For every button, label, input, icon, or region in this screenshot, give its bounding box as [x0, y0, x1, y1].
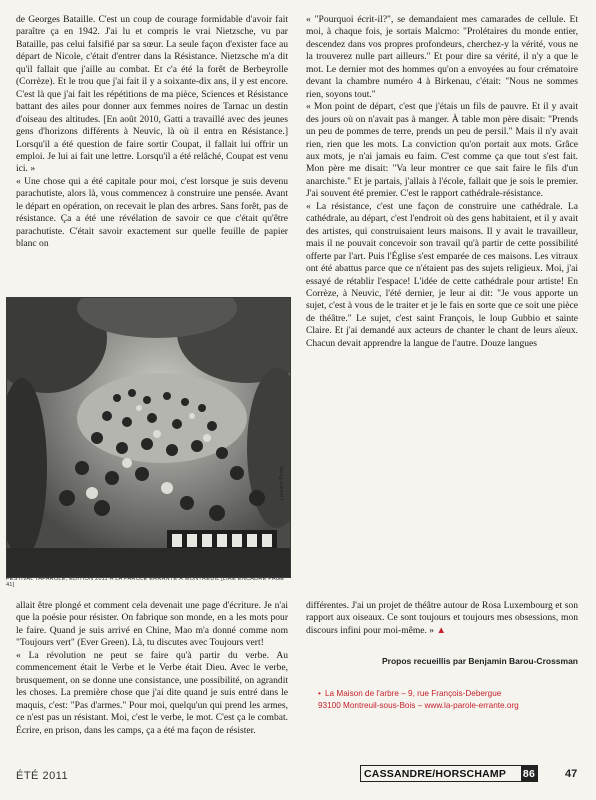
paragraph: « La résistance, c'est une façon de construire une cathédrale. La cathédrale, au départ, c'est l'endroit où des gens habitaient, et il y avait des artistes, qui construisaient leurs maisons. Il y avait le travailleur, mais il ne pouvait concevoir son travail qu'à partir de cette possibilité offerte par l'art. Puis l'Église s'est emparée de ces maisons. Les vitraux ont été abattus parce que ce n'étaient pas des sujets religieux. Moi, j'ai essayé de rétablir l'espace! L'idée de cette cathédrale pour artiste! En Corrèze, à Neuvic, l'été dernier, je leur ai dit: "Je vous apporte un sujet, c'est à vous de le traiter et je le fais en sorte que ce soit une pièce de théâtre." Le sujet, c'est saint François, le loup Gubbio et sainte Claire. Et j'ai demandé aux acteurs de chanter le chant de leurs aïeux. Chacun devait apprendre la langue de l'autre. Douze langues — [306, 200, 578, 349]
paragraph: « Une chose qui a été capitale pour moi, c'est lorsque je suis devenu parachutiste, alors là, vous commencez à construire une pensée. Avant le départ en opération, on recevait le plan des arbres. Sans forêt, pas de résistance. Ça a été une révélation de savoir ce que c'était qu'être parachutiste. C'était savoir exactement sur quelle feuille de papier blanc on — [16, 175, 288, 250]
paragraph: « "Pourquoi écrit-il?", se demandaient mes camarades de cellule. Et moi, à chaque fois, je sortais Malcmo: "Prolétaires du monde entier, descendez dans vos propres profondeurs, cherchez-y la vérité, vous ne la trouverez nulle part ailleurs." Et pour dire sa vérité, il n'y a que le mot. Le dernier mot des hommes qu'on a envoyées au four crématoire devant la chambre numéro 4 à Birkenau, c'était: "Nous ne sommes rien, soyons tout." — [306, 14, 578, 100]
article-column-left-bottom — [16, 600, 288, 737]
page-number: 47 — [565, 768, 578, 780]
article-column-right-bottom — [306, 600, 578, 637]
article-column-left-top — [16, 14, 288, 251]
website-line[interactable]: 93100 Montreuil-sous-Bois – www.la-parole-errante.org — [318, 701, 519, 710]
closing-text: différentes. J'ai un projet de théâtre autour de Rosa Luxembourg et son rapport aux oiseaux. Ce sont toujours et toujours mes obsessions, mon discours infini pour moi-même. » — [306, 600, 578, 636]
issue-season: ÉTÉ 2011 — [16, 770, 69, 782]
byline: Propos recueillis par Benjamin Barou-Crossman — [381, 656, 578, 666]
paragraph — [306, 600, 578, 637]
photo-caption: FESTIVAL TAPAROLE, ÉDITION 2011 À LA PAROLE ERRANTE À MONTREUIL [LIRE ENCADRÉ PAGE 41] — [6, 576, 285, 588]
festival-photo — [6, 297, 291, 578]
contact-info — [318, 688, 578, 712]
paragraph: « La révolution ne peut se faire qu'à partir du verbe. Au commencement était le Verbe et le Verbe était Dieu. Avec le verbe, brusquement, on se donne une consistance, une possibilité, on agrandit les choses. La première chose que j'ai dite quand je suis entré dans le maquis, c'est: "Pas d'armes." Pour moi, quelqu'un qui prend les armes, ce n'est pas un résistant. Moi, c'est le verbe, le mot. C'est ça le combat. Écrire, en prison, dans les camps, ça a été ma façon de résister. — [16, 649, 288, 736]
paragraph: allait être plongé et comment cela devenait une page d'écriture. Je n'ai que la poésie pour résister. On fabrique son monde, en a les mots pour le faire. Quand je suis arrivé en Chine, Mao m'a donné comme nom "Toujours vert" (Ever Green). Là, tu discutes avec Toujours vert! — [16, 600, 288, 649]
article-column-right-top — [306, 14, 578, 350]
end-of-article-icon: ▲ — [436, 624, 446, 636]
crowd-photo-illustration — [7, 298, 290, 577]
address-line: La Maison de l'arbre – 9, rue François-Debergue — [325, 689, 502, 698]
magazine-name: CASSANDRE/HORSCHAMP — [364, 767, 507, 780]
paragraph: « Mon point de départ, c'est que j'étais un fils de pauvre. Et il y avait des jours où on n'avait pas à manger. À table mon père disait: "Prends un peu de pommes de terre, prends un peu de persil." Mais il n'y avait rien, rien que les mots. La conviction qu'on portait aux mots. Grâce aux mots, je n'ai jamais eu faim. C'est comme ça que tout s'est fait. Mon père me disait: "Va leur montrer ce que sait faire le fils d'un anarchiste." Et je partais, j'allais à l'école, fallait que je sois le premier. J'ai souvent été premier. C'est le rapport cathédrale-résistance. — [306, 101, 578, 200]
issue-number: 86 — [522, 767, 535, 780]
contact-website — [318, 700, 578, 712]
paragraph: de Georges Bataille. C'est un coup de courage formidable d'avoir fait paraître ça en 1942. J'ai lu et compris le vrai Nietzsche, vu par Bataille, pas celui falsifié par sa sœur. La seule façon d'exister face au départ de Nicole, c'était d'entrer dans la Résistance. Nietzsche m'a dit qu'il fallait que j'aille au combat. Et c'a été la forêt de Berbeyrolle (Corrèze). Et le trou que j'ai fait il y a soixante-dix ans, il y est encore. C'est là que j'ai fait les répétitions de ma pièce, Sciences et Résistance battant des ailes pour donner aux femmes noires de Tarnac un destin d'oiseau des altitudes. [En août 2010, Gatti a travaillé avec des jeunes gens d'horizons différents à Neuvic, là où il entra en Résistance.] Lorsqu'il a été question de faire sortir Coupat, il fallait lui offrir un emploi. Je lui ai fait une lettre. Lorsqu'il a été relâché, Coupat est venu ici. » — [16, 14, 288, 175]
photo-credit: Laurent Prost — [279, 466, 285, 500]
contact-address — [318, 688, 578, 700]
magazine-footer — [360, 765, 538, 782]
bullet-icon: • — [318, 689, 321, 698]
